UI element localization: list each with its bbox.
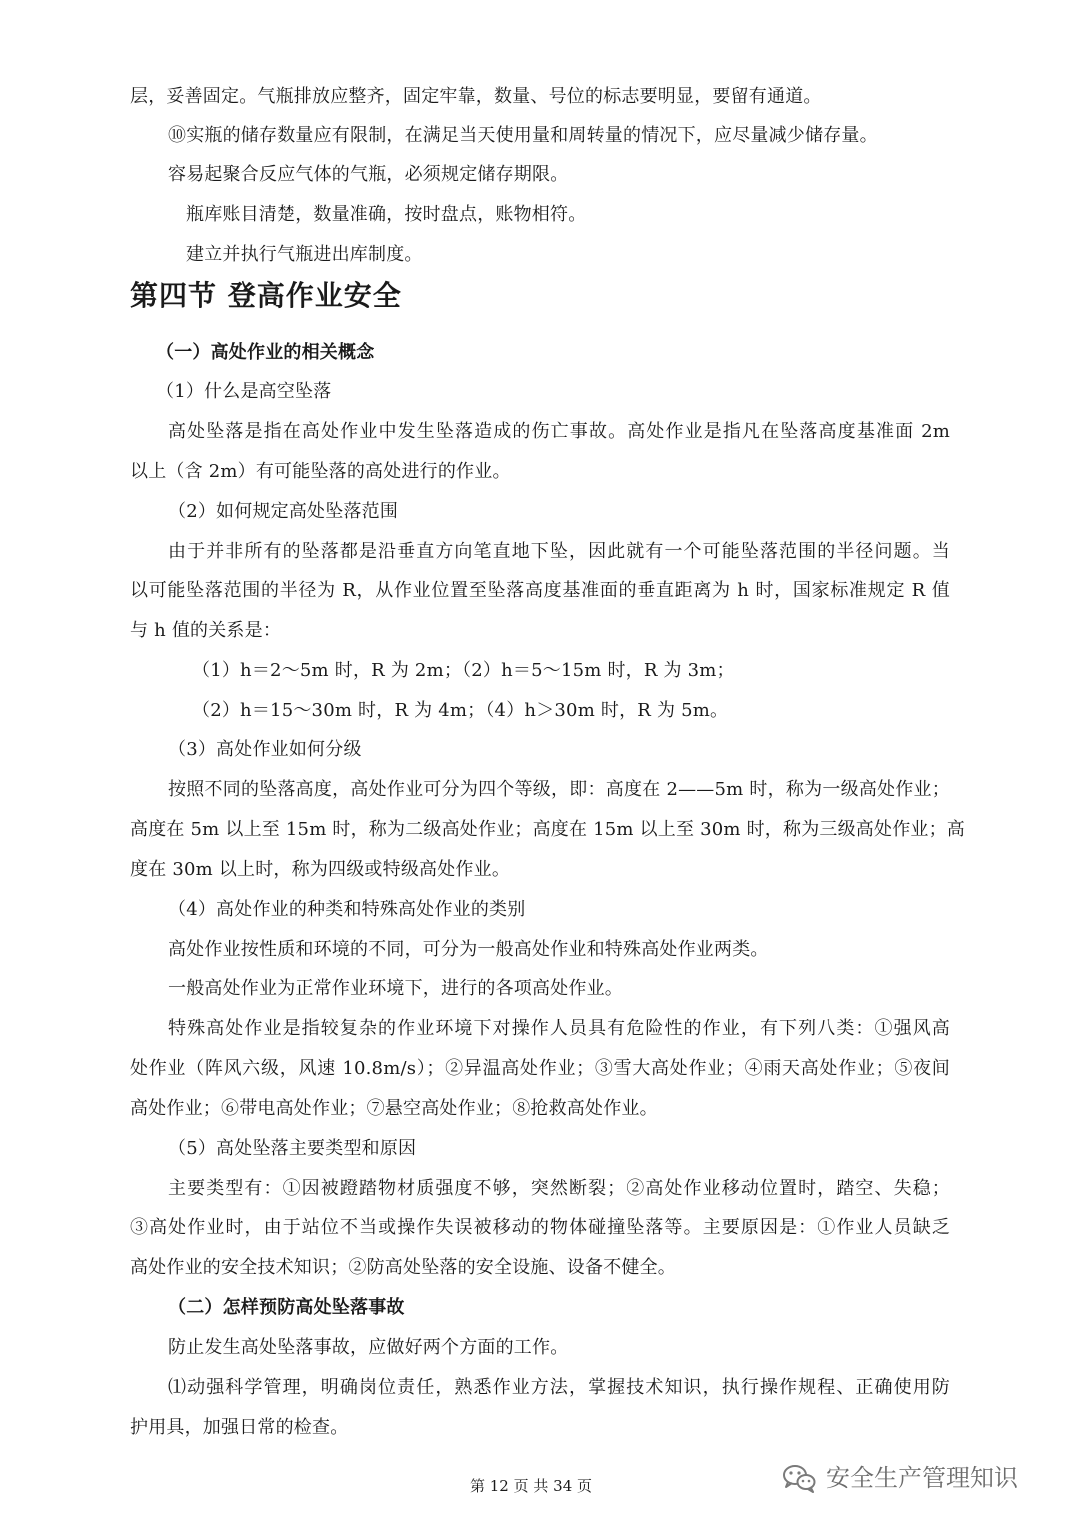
item-heading: （3）高处作业如何分级 — [168, 739, 362, 760]
paragraph-line: 高处作业按性质和环境的不同，可分为一般高处作业和特殊高处作业两类。 — [168, 939, 769, 960]
paragraph-line: 高处作业；⑥带电高处作业；⑦悬空高处作业；⑧抢救高处作业。 — [130, 1098, 658, 1119]
paragraph-line: 特殊高处作业是指较复杂的作业环境下对操作人员具有危险性的作业，有下列八类：①强风高 — [168, 1018, 950, 1039]
paragraph-line: 层，妥善固定。气瓶排放应整齐，固定牢靠，数量、号位的标志要明显，要留有通道。 — [130, 86, 822, 107]
paragraph-line: 度在 30m 以上时，称为四级或特级高处作业。 — [130, 859, 511, 880]
paragraph-line: ⑴动强科学管理，明确岗位责任，熟悉作业方法，掌握技术知识，执行操作规程、正确使用防 — [168, 1377, 950, 1398]
paragraph-line: 以可能坠落范围的半径为 R，从作业位置至坠落高度基准面的垂直距离为 h 时，国家标准规定 R 值 — [130, 580, 950, 601]
paragraph-line: 高度在 5m 以上至 15m 时，称为二级高处作业；高度在 15m 以上至 30m 时，称为三级高处作业；高 — [130, 819, 966, 840]
item-heading: （1）什么是高空坠落 — [156, 381, 332, 402]
paragraph-line: 高处坠落是指在高处作业中发生坠落造成的伤亡事故。高处作业是指凡在坠落高度基准面 2m — [168, 421, 950, 442]
paragraph-line: 由于并非所有的坠落都是沿垂直方向笔直地下坠，因此就有一个可能坠落范围的半径问题。当 — [168, 541, 950, 562]
watermark — [782, 1463, 1018, 1493]
paragraph-line: 瓶库账目清楚，数量准确，按时盘点，账物相符。 — [186, 204, 587, 225]
paragraph-line: ③高处作业时，由于站位不当或操作失误被移动的物体碰撞坠落等。主要原因是：①作业人员缺乏 — [130, 1217, 950, 1238]
paragraph-line: 与 h 值的关系是： — [130, 620, 282, 641]
paragraph-line: 护用具，加强日常的检查。 — [130, 1417, 349, 1438]
page-footer: 第 12 页 共 34 页 — [470, 1477, 593, 1495]
watermark-text: 安全生产管理知识 — [826, 1464, 1018, 1492]
paragraph-line: 以上（含 2m）有可能坠落的高处进行的作业。 — [130, 461, 511, 482]
subsection-heading: （一）高处作业的相关概念 — [156, 342, 375, 363]
paragraph-line: 按照不同的坠落高度，高处作业可分为四个等级，即：高度在 2——5m 时，称为一级高处作业； — [168, 779, 950, 800]
section-title: 第四节 登高作业安全 — [130, 279, 402, 312]
wechat-icon — [782, 1463, 816, 1493]
paragraph-line: ⑩实瓶的储存数量应有限制，在满足当天使用量和周转量的情况下，应尽量减少储存量。 — [168, 125, 878, 146]
paragraph-line: 建立并执行气瓶进出库制度。 — [186, 244, 423, 265]
paragraph-line: 高处作业的安全技术知识；②防高处坠落的安全设施、设备不健全。 — [130, 1257, 676, 1278]
paragraph-line: 主要类型有：①因被蹬踏物材质强度不够，突然断裂；②高处作业移动位置时，踏空、失稳； — [168, 1178, 950, 1199]
paragraph-line: 处作业（阵风六级，风速 10.8m/s）；②异温高处作业；③雪大高处作业；④雨天高处作业；⑤夜间 — [130, 1058, 950, 1079]
paragraph-line: 一般高处作业为正常作业环境下，进行的各项高处作业。 — [168, 978, 623, 999]
paragraph-line: （2）h＝15～30m 时，R 为 4m；（4）h＞30m 时，R 为 5m。 — [192, 700, 729, 721]
paragraph-line: 防止发生高处坠落事故，应做好两个方面的工作。 — [168, 1337, 569, 1358]
paragraph-line: （1）h＝2～5m 时，R 为 2m；（2）h＝5～15m 时，R 为 3m； — [192, 660, 735, 681]
item-heading: （5）高处坠落主要类型和原因 — [168, 1138, 417, 1159]
item-heading: （2）如何规定高处坠落范围 — [168, 501, 399, 522]
item-heading: （4）高处作业的种类和特殊高处作业的类别 — [168, 899, 526, 920]
subsection-heading: （二）怎样预防高处坠落事故 — [168, 1297, 405, 1318]
paragraph-line: 容易起聚合反应气体的气瓶，必须规定储存期限。 — [168, 164, 569, 185]
